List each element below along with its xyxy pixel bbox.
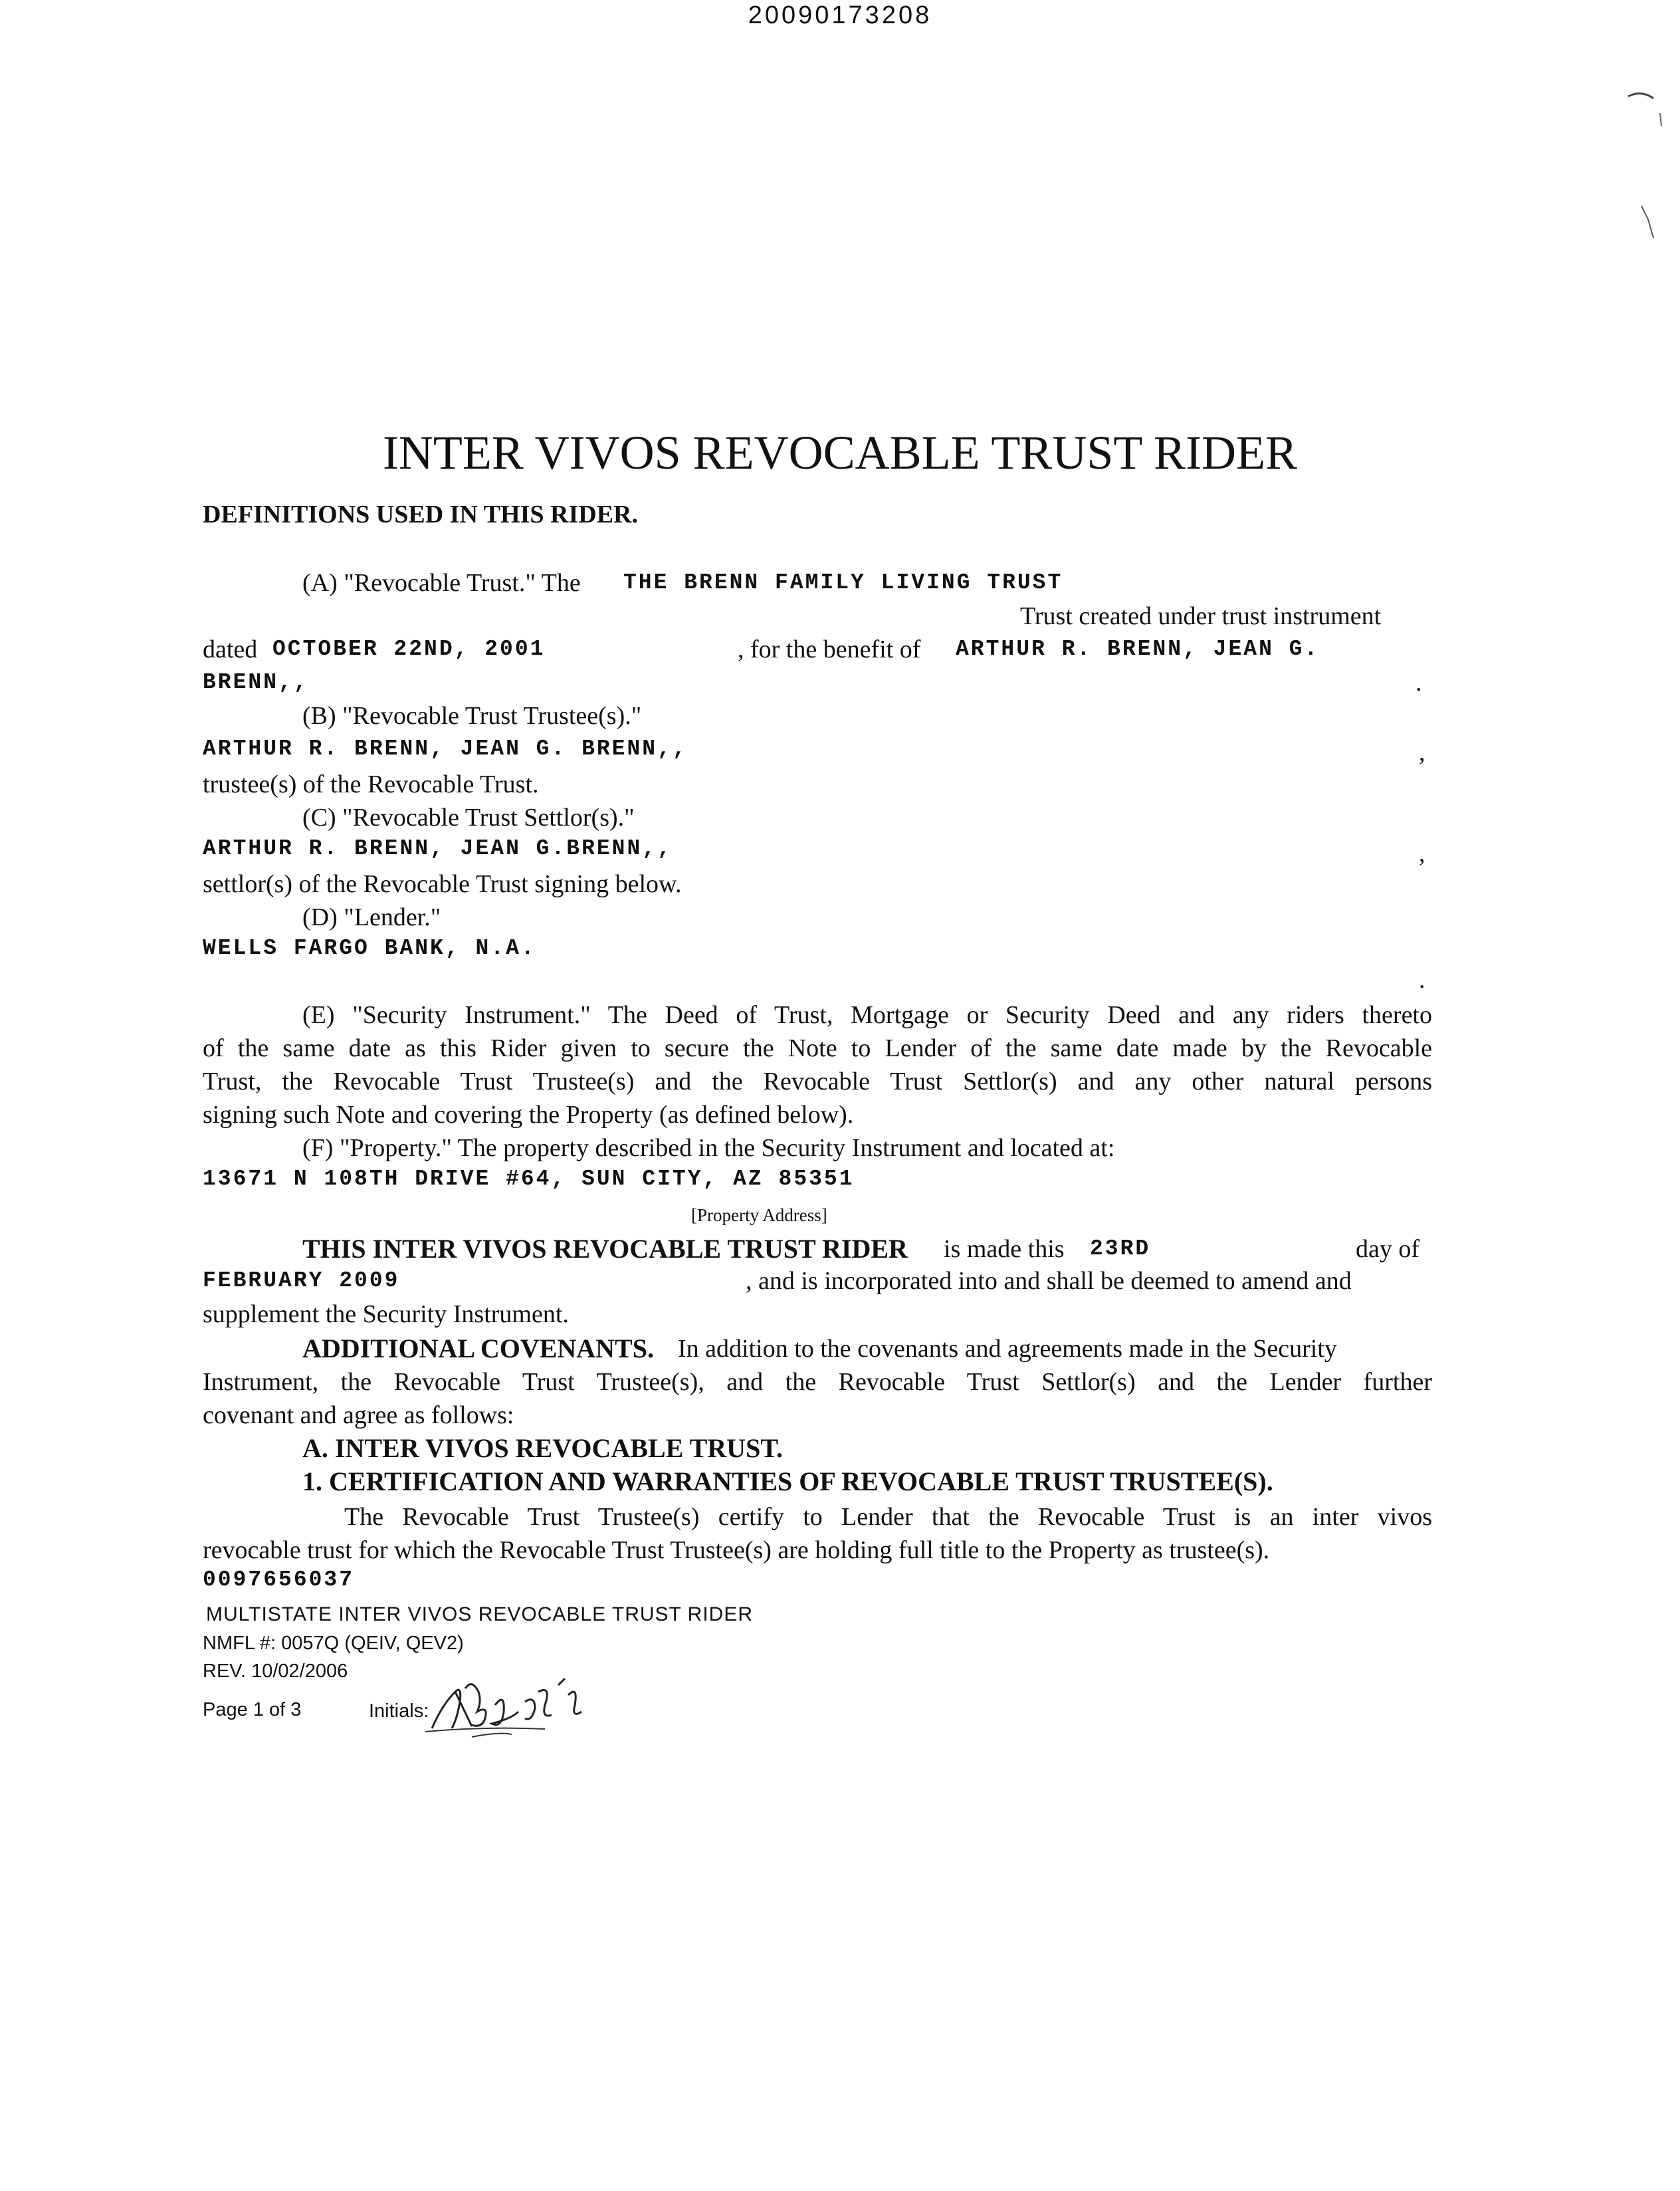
- document-number: 20090173208: [748, 1, 932, 29]
- covenants-line-3: covenant and agree as follows:: [203, 1401, 514, 1429]
- definition-e-line-2: of the same date as this Rider given to secure the Note to Lender of the same date made by the Revocable: [203, 1034, 1432, 1062]
- lender-value: WELLS FARGO BANK, N.A.: [203, 936, 536, 961]
- certification-line-1: The Revocable Trust Trustee(s) certify to Lender that the Revocable Trust is an inter vivos: [344, 1503, 1432, 1531]
- page-title: INTER VIVOS REVOCABLE TRUST RIDER: [382, 426, 1298, 479]
- benefit-label: , for the benefit of: [738, 635, 921, 663]
- rider-bold-title: THIS INTER VIVOS REVOCABLE TRUST RIDER: [302, 1234, 908, 1264]
- initials-signature: [425, 1665, 625, 1745]
- definition-b-tail: trustee(s) of the Revocable Trust.: [203, 770, 539, 798]
- form-title: MULTISTATE INTER VIVOS REVOCABLE TRUST RIDER: [206, 1603, 754, 1625]
- rider-month-year: FEBRUARY 2009: [203, 1268, 400, 1293]
- definition-e-line-4: signing such Note and covering the Property (as defined below).: [203, 1101, 854, 1129]
- definition-c-comma: ,: [1419, 840, 1425, 867]
- section-a-heading: A. INTER VIVOS REVOCABLE TRUST.: [302, 1433, 784, 1463]
- made-this-text: is made this: [944, 1235, 1065, 1263]
- definitions-heading: DEFINITIONS USED IN THIS RIDER.: [203, 501, 638, 528]
- rider-day: 23RD: [1090, 1236, 1151, 1261]
- section-1-heading: 1. CERTIFICATION AND WARRANTIES OF REVOCABLE TRUST TRUSTEE(S).: [302, 1466, 1273, 1496]
- loan-number: 0097656037: [203, 1567, 355, 1592]
- covenants-line-2: Instrument, the Revocable Trust Trustee(s), and the Revocable Trust Settlor(s) and the Lender further: [203, 1368, 1432, 1396]
- definition-b-label: (B) "Revocable Trust Trustee(s).": [302, 702, 642, 730]
- definition-c-label: (C) "Revocable Trust Settlor(s).": [302, 804, 635, 832]
- definition-c-tail: settlor(s) of the Revocable Trust signing below.: [203, 870, 682, 898]
- definition-a-label: (A) "Revocable Trust." The: [302, 569, 581, 597]
- trustees-value: ARTHUR R. BRENN, JEAN G. BRENN,,: [203, 737, 688, 761]
- definition-b-comma: ,: [1419, 739, 1425, 766]
- covenants-line-1: In addition to the covenants and agreements made in the Security: [678, 1335, 1337, 1363]
- property-address: 13671 N 108TH DRIVE #64, SUN CITY, AZ 85351: [203, 1167, 855, 1191]
- trust-name: THE BRENN FAMILY LIVING TRUST: [623, 570, 1063, 595]
- definition-d-period: .: [1419, 966, 1425, 994]
- trust-date: OCTOBER 22ND, 2001: [272, 637, 546, 661]
- dated-label: dated: [203, 635, 258, 663]
- form-nmfl: NMFL #: 0057Q (QEIV, QEV2): [203, 1633, 464, 1654]
- initials-label: Initials:: [369, 1700, 429, 1722]
- certification-line-2: revocable trust for which the Revocable Trust Trustee(s) are holding full title to the Property as trustee(s).: [203, 1536, 1270, 1564]
- scan-mark-icon: [1622, 86, 1675, 246]
- covenants-heading: ADDITIONAL COVENANTS.: [302, 1333, 654, 1363]
- definition-e-line-3: Trust, the Revocable Trust Trustee(s) and the Revocable Trust Settlor(s) and any other natural persons: [203, 1068, 1432, 1096]
- trust-created-text: Trust created under trust instrument: [1020, 602, 1382, 630]
- supplement-text: supplement the Security Instrument.: [203, 1300, 569, 1328]
- beneficiaries: ARTHUR R. BRENN, JEAN G.: [956, 637, 1320, 661]
- page-number: Page 1 of 3: [203, 1699, 302, 1720]
- definition-d-label: (D) "Lender.": [302, 903, 441, 931]
- day-of-text: day of: [1356, 1235, 1420, 1263]
- form-revision: REV. 10/02/2006: [203, 1661, 348, 1682]
- property-address-caption: [Property Address]: [691, 1205, 827, 1225]
- definition-a-period: .: [1416, 669, 1422, 697]
- definition-f-label: (F) "Property." The property described in the Security Instrument and located at:: [302, 1134, 1115, 1162]
- beneficiaries-continued: BRENN,,: [203, 670, 309, 695]
- settlors-value: ARTHUR R. BRENN, JEAN G.BRENN,,: [203, 836, 673, 861]
- definition-e-line-1: (E) "Security Instrument." The Deed of Trust, Mortgage or Security Deed and any riders thereto: [302, 1001, 1432, 1029]
- incorporated-text: , and is incorporated into and shall be deemed to amend and: [746, 1267, 1352, 1295]
